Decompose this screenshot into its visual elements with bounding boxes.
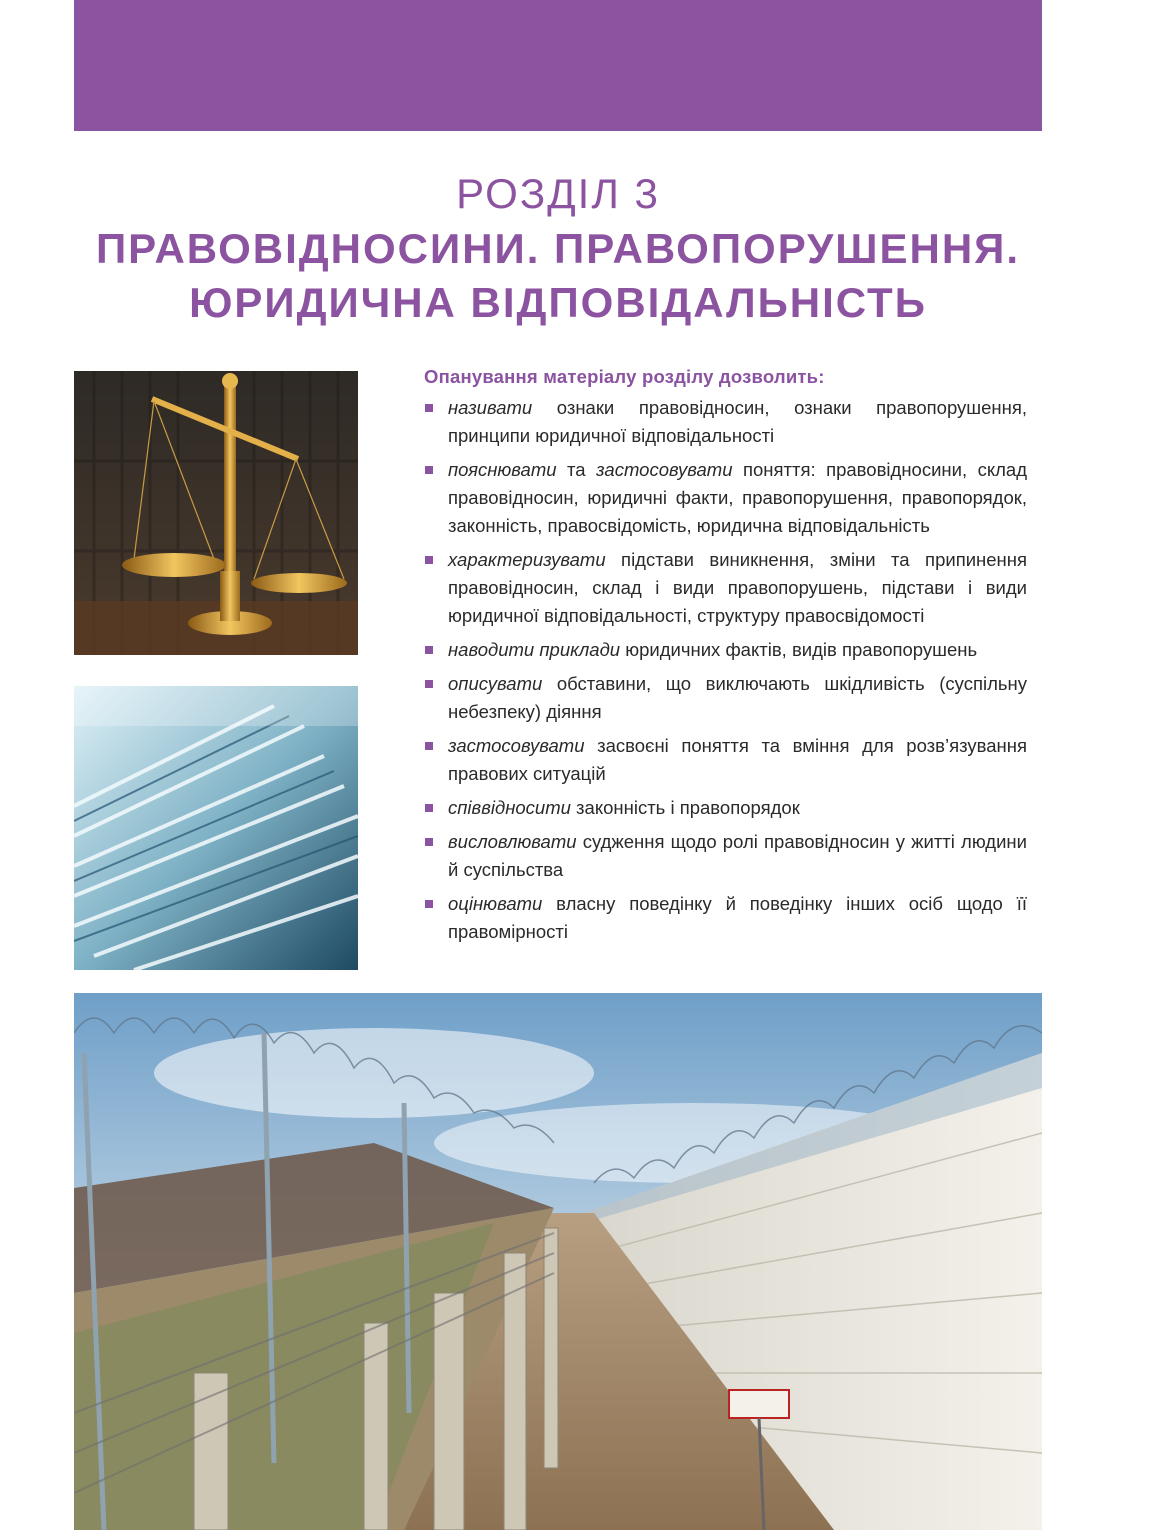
list-item: характеризувати підстави виникнення, зміни та припинення правовідносин, склад і види правопорушень, підстави і види юридичної відповідальності, структуру правосвідомості	[424, 546, 1027, 630]
chapter-label: РОЗДІЛ 3	[456, 170, 660, 217]
square-bullet-icon	[425, 680, 433, 688]
square-bullet-icon	[425, 646, 433, 654]
objectives-heading: Опанування матеріалу розділу дозволить:	[424, 366, 825, 387]
chapter-title-line1: ПРАВОВІДНОСИНИ. ПРАВОПОРУШЕННЯ.	[95, 225, 1021, 272]
list-item: описувати обставини, що виключають шкідливість (суспільну небезпеку) діяння	[424, 670, 1027, 726]
objectives-block	[424, 366, 1027, 952]
square-bullet-icon	[425, 556, 433, 564]
list-item: співвідносити законність і правопорядок	[424, 794, 1027, 822]
square-bullet-icon	[425, 404, 433, 412]
prison-fence-photo	[74, 993, 1042, 1530]
square-bullet-icon	[425, 900, 433, 908]
list-item: наводити приклади юридичних фактів, видів правопорушень	[424, 636, 1027, 664]
scales-of-justice-photo	[74, 371, 358, 655]
chapter-title	[74, 222, 1042, 330]
list-item: називати ознаки правовідносин, ознаки правопорушення, принципи юридичної відповідальності	[424, 394, 1027, 450]
list-item: оцінювати власну поведінку й поведінку інших осіб щодо її правомірності	[424, 890, 1027, 946]
list-item: пояснювати та застосовувати поняття: правовідносини, склад правовідносин, юридичні факти, правопорушення, правопорядок, законність, правосвідомість, юридична відповідальність	[424, 456, 1027, 540]
list-item: висловлювати судження щодо ролі правовідносин у житті людини й суспільства	[424, 828, 1027, 884]
objectives-list	[424, 394, 1027, 946]
list-item: застосовувати засвоєні поняття та вміння для розв’язування правових ситуацій	[424, 732, 1027, 788]
file-folders-photo	[74, 686, 358, 970]
header-band	[74, 0, 1042, 131]
square-bullet-icon	[425, 466, 433, 474]
chapter-title-line2: ЮРИДИЧНА ВІДПОВІДАЛЬНІСТЬ	[189, 279, 927, 326]
square-bullet-icon	[425, 838, 433, 846]
square-bullet-icon	[425, 742, 433, 750]
square-bullet-icon	[425, 804, 433, 812]
